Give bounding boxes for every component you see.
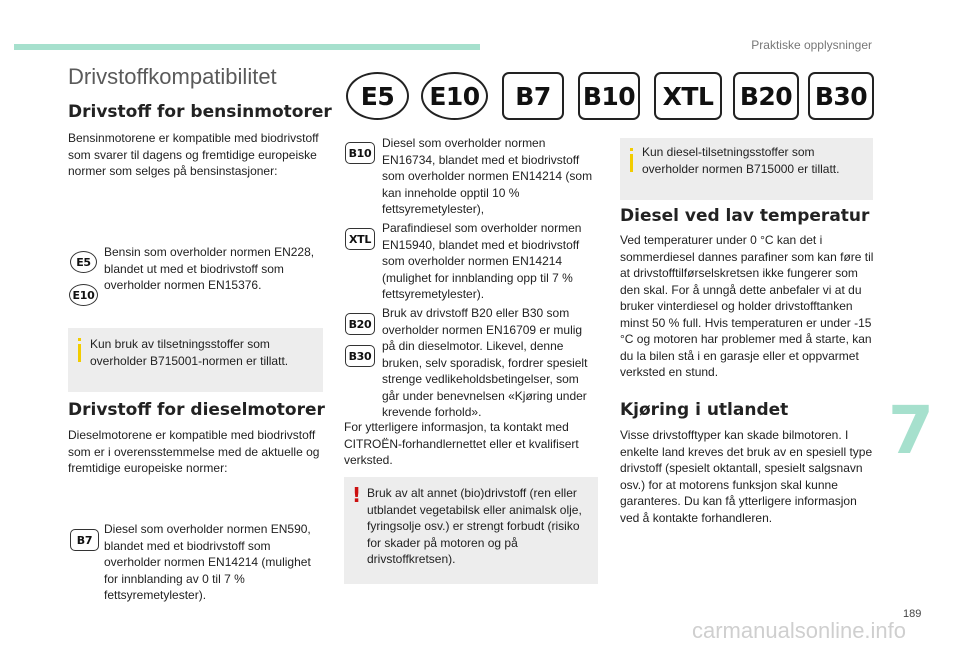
- info-marker-bar: [630, 154, 633, 172]
- fuel-badge-e10: E10: [421, 72, 488, 120]
- more-info-text: For ytterligere informasjon, ta kontakt med CITROËN-forhandlernettet eller et kvalifisert verksted.: [344, 420, 579, 467]
- chapter-number: 7: [888, 392, 934, 469]
- petrol-heading: Drivstoff for bensinmotorer: [68, 102, 332, 122]
- badge-b10: B10: [345, 142, 375, 164]
- fuel-badge-b10: B10: [578, 72, 640, 120]
- header-accent-bar: [14, 44, 480, 50]
- fuel-badge-b20: B20: [733, 72, 799, 120]
- low-temp-heading: Diesel ved lav temperatur: [620, 206, 870, 226]
- diesel-additive-info-text: Kun diesel-tilsetningsstoffer som overholder normen B715000 er tillatt.: [642, 145, 840, 176]
- page-title: Drivstoffkompatibilitet: [68, 64, 277, 89]
- fuel-badge-b30: B30: [808, 72, 874, 120]
- b20b30-text: Bruk av drivstoff B20 eller B30 som overholder normen EN16709 er mulig på din dieselmotor. Likevel, denne bruken, selv sporadisk, fordrer spesielt strenge vedlikeholdsbetingelser, som går under benevnelsen «Kjøring under krevende forhold».: [382, 306, 588, 419]
- fuel-badge-b7: B7: [502, 72, 564, 120]
- petrol-info-text: Kun bruk av tilsetningsstoffer som overholder B715001-normen er tillatt.: [90, 337, 289, 368]
- badge-b20: B20: [345, 313, 375, 335]
- fuel-badge-xtl: XTL: [654, 72, 722, 120]
- badge-b30: B30: [345, 345, 375, 367]
- warning-icon: !: [352, 483, 362, 507]
- info-marker-dot: [78, 338, 81, 341]
- badge-b7: B7: [70, 529, 99, 551]
- petrol-intro: Bensinmotorene er kompatible med biodrivstoff som svarer til dagens og fremtidige europeiske normer som selges på bensinstasjoner:: [68, 131, 319, 178]
- xtl-text: Parafindiesel som overholder normen EN15940, blandet med et biodrivstoff som overholder normen EN14214 (mulighet for innblanding opp til 7 % fettsyremetylester).: [382, 221, 582, 301]
- diesel-intro: Dieselmotorene er kompatible med biodrivstoff som er i overensstemmelse med de aktuelle og fremtidige europeiske normer:: [68, 428, 320, 475]
- diesel-additive-info-box: [620, 138, 873, 200]
- e5e10-text: Bensin som overholder normen EN228, blandet ut med et biodrivstoff som overholder normen EN15376.: [104, 245, 315, 292]
- petrol-info-box: [68, 328, 323, 392]
- badge-xtl: XTL: [345, 228, 375, 250]
- b10-text: Diesel som overholder normen EN16734, blandet med et biodrivstoff som overholder normen EN14214 (som kan inneholde opptil 10 % fettsyremetylester),: [382, 136, 593, 216]
- diesel-heading: Drivstoff for dieselmotorer: [68, 400, 325, 420]
- fuel-badge-e5: E5: [346, 72, 409, 120]
- badge-e5: E5: [70, 251, 97, 273]
- warning-box: [344, 477, 598, 584]
- section-header: Praktiske opplysninger: [751, 38, 872, 52]
- page-number: 189: [903, 608, 922, 620]
- warning-text: Bruk av alt annet (bio)drivstoff (ren eller utblandet vegetabilsk eller animalsk olje, fyringsolje osv.) er strengt forbudt (risiko for skader på motoren og på drivstoffkretsen).: [367, 486, 582, 566]
- abroad-text: Visse drivstofftyper kan skade bilmotoren. I enkelte land kreves det bruk av en spesiell type drivstoff (spesielt oktantall, spesielt salgsnavn osv.) for at motorens funksjon skal kunne garanteres. Du kan få ytterligere informasjon ved å kontakte forhandleren.: [620, 428, 873, 525]
- watermark: carmanualsonline.info: [692, 618, 907, 643]
- info-marker-bar: [78, 344, 81, 362]
- abroad-heading: Kjøring i utlandet: [620, 400, 789, 420]
- badge-e10: E10: [69, 284, 98, 306]
- info-marker-dot: [630, 148, 633, 151]
- b7-text: Diesel som overholder normen EN590, blandet med et biodrivstoff som overholder normen EN14214 (mulighet for innblanding av 0 til 7 % fettsyremetylester).: [104, 522, 311, 602]
- low-temp-text: Ved temperaturer under 0 °C kan det i sommerdiesel dannes parafiner som kan føre til at drivstofftilførselskretsen ikke fungerer som den skal. For å unngå dette anbefaler vi at du bruker vinterdiesel og holder drivstofftanken minst 50 % full. Hvis temperaturen er under -15 °C og motoren har problemer med å starte, kan du la bilen stå i en garasje eller et oppvarmet verksted en stund.: [620, 233, 874, 379]
